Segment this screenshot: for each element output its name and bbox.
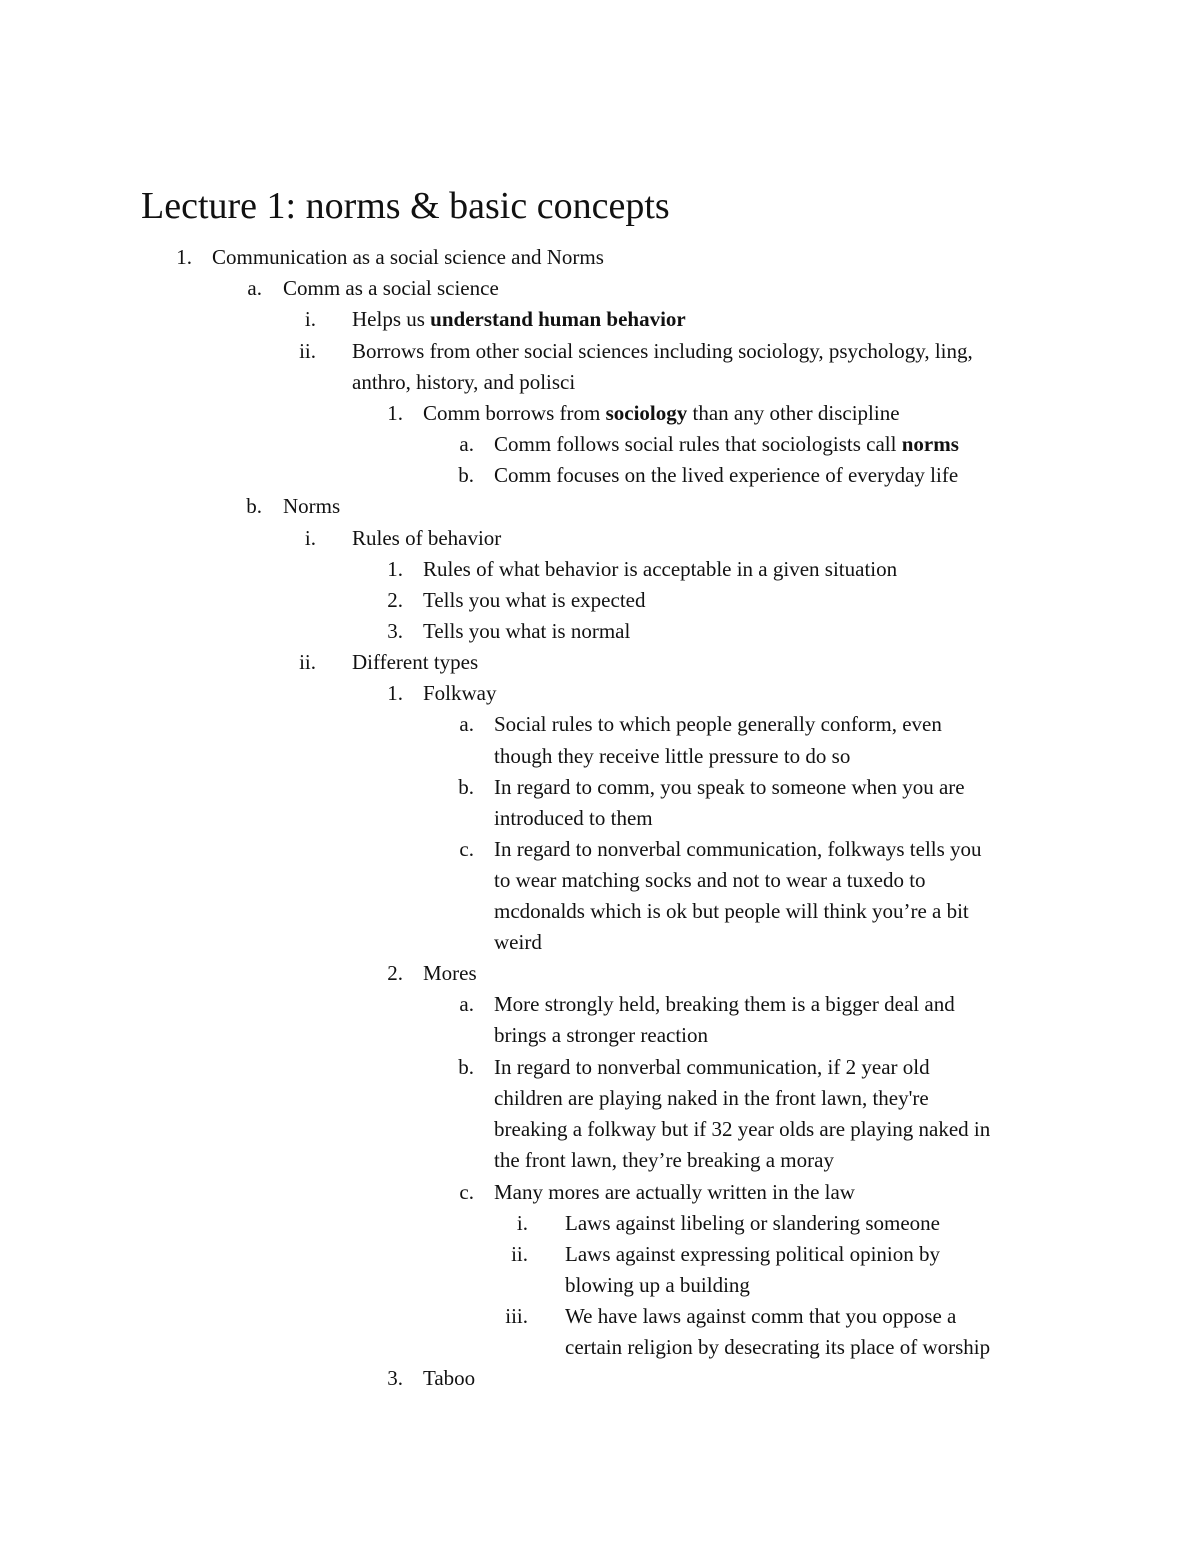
list-marker: 2. — [387, 961, 403, 985]
list-marker: ii. — [511, 1242, 528, 1266]
item-text: Comm as a social science — [283, 276, 499, 300]
item-text — [352, 304, 686, 335]
item-text: In regard to nonverbal communication, folkways tells you — [494, 837, 982, 861]
item-text-bold: sociology — [605, 401, 688, 425]
list-marker: c. — [459, 1180, 474, 1204]
list-marker: a. — [247, 276, 262, 300]
item-text: Borrows from other social sciences including sociology, psychology, ling, — [352, 339, 973, 363]
item-text: the front lawn, they’re breaking a moray — [494, 1148, 834, 1172]
list-marker: 1. — [387, 681, 403, 705]
list-marker: b. — [246, 494, 262, 518]
list-marker: a. — [459, 432, 474, 456]
item-text — [494, 429, 959, 460]
item-text: Social rules to which people generally conform, even — [494, 712, 942, 736]
item-text: Norms — [283, 494, 341, 518]
item-text: anthro, history, and polisci — [352, 370, 576, 394]
list-marker: 1. — [387, 557, 403, 581]
item-text: brings a stronger reaction — [494, 1023, 709, 1047]
item-text: Taboo — [423, 1366, 476, 1390]
item-text: breaking a folkway but if 32 year olds are playing naked in — [494, 1117, 991, 1141]
item-text: Folkway — [423, 681, 497, 705]
list-marker: 1. — [387, 401, 403, 425]
item-text: Laws against libeling or slandering someone — [565, 1211, 940, 1235]
item-text: weird — [494, 930, 542, 954]
item-text: to wear matching socks and not to wear a tuxedo to — [494, 868, 926, 892]
list-marker: 2. — [387, 588, 403, 612]
item-text: introduced to them — [494, 806, 653, 830]
page-title: Lecture 1: norms & basic concepts — [141, 185, 670, 227]
list-marker: b. — [458, 463, 474, 487]
list-marker: i. — [304, 307, 316, 331]
item-text: Tells you what is normal — [423, 619, 631, 643]
list-marker: i. — [516, 1211, 528, 1235]
list-marker: ii. — [299, 650, 316, 674]
item-text: Laws against expressing political opinion by — [565, 1242, 941, 1266]
item-text: Comm focuses on the lived experience of everyday life — [494, 463, 959, 487]
item-text-plain: than any other discipline — [687, 401, 900, 425]
item-text-plain: Helps us — [352, 307, 431, 331]
list-marker: 3. — [387, 1366, 403, 1390]
list-marker: b. — [458, 775, 474, 799]
list-marker: c. — [459, 837, 474, 861]
item-text-bold: understand human behavior — [430, 307, 686, 331]
item-text: children are playing naked in the front lawn, they're — [494, 1086, 929, 1110]
item-text: Rules of what behavior is acceptable in a given situation — [423, 557, 898, 581]
item-text: We have laws against comm that you oppose a — [565, 1304, 957, 1328]
item-text: Rules of behavior — [352, 526, 502, 550]
item-text: mcdonalds which is ok but people will think you’re a bit — [494, 899, 969, 923]
list-marker: a. — [459, 992, 474, 1016]
list-marker: iii. — [505, 1304, 528, 1328]
item-text-plain: Comm follows social rules that sociologists call — [494, 432, 902, 456]
item-text: More strongly held, breaking them is a bigger deal and — [494, 992, 955, 1016]
list-marker: 1. — [176, 245, 192, 269]
item-text: Tells you what is expected — [423, 588, 646, 612]
item-text: Many mores are actually written in the law — [494, 1180, 855, 1204]
list-marker: ii. — [299, 339, 316, 363]
item-text: blowing up a building — [565, 1273, 750, 1297]
list-marker: i. — [304, 526, 316, 550]
list-marker: 3. — [387, 619, 403, 643]
item-text: Mores — [423, 961, 477, 985]
item-text: Communication as a social science and Norms — [212, 245, 604, 269]
item-text — [423, 398, 900, 429]
item-text: though they receive little pressure to do so — [494, 744, 851, 768]
item-text: Different types — [352, 650, 479, 674]
item-text-plain: Comm borrows from — [423, 401, 606, 425]
list-marker: a. — [459, 712, 474, 736]
item-text: In regard to comm, you speak to someone when you are — [494, 775, 965, 799]
list-marker: b. — [458, 1055, 474, 1079]
item-text: certain religion by desecrating its place of worship — [565, 1335, 991, 1359]
item-text-bold: norms — [901, 432, 959, 456]
item-text: In regard to nonverbal communication, if 2 year old — [494, 1055, 930, 1079]
